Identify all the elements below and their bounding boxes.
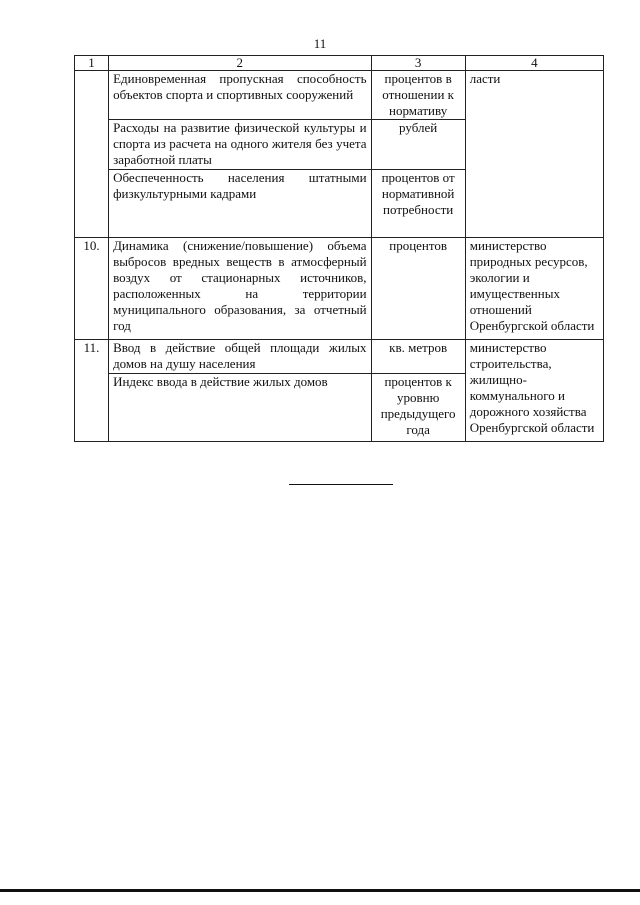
- header-cell: 3: [371, 56, 465, 71]
- page-bottom-bar: [0, 889, 640, 892]
- indicator-cell: Ввод в действие общей площади жилых домов на душу населения: [109, 340, 371, 374]
- unit-cell: процентов в отношении к нормативу: [371, 71, 465, 120]
- unit-cell: процентов: [371, 238, 465, 340]
- page-number: 11: [313, 36, 327, 51]
- unit-cell: процентов к уровню предыдущего года: [371, 374, 465, 442]
- table-row: [75, 340, 604, 374]
- header-cell: 4: [465, 56, 603, 71]
- unit-cell: кв. метров: [371, 340, 465, 374]
- indicator-cell: Обеспеченность населения штатными физкультурными кадрами: [109, 170, 371, 238]
- table-row: [75, 71, 604, 120]
- table-row: [75, 238, 604, 340]
- indicator-cell: Динамика (снижение/повышение) объема выбросов вредных веществ в атмосферный воздух от стационарных источников, расположенных на территории муниципального образования, за отчетный год: [109, 238, 371, 340]
- responsible-cell: министерство природных ресурсов, экологии и имущественных отношений Оренбургской области: [465, 238, 603, 340]
- indicators-table: [74, 55, 604, 442]
- header-cell: 2: [109, 56, 371, 71]
- unit-cell: рублей: [371, 120, 465, 170]
- indicator-cell: Расходы на развитие физической культуры и спорта из расчета на одного жителя без учета заработной платы: [109, 120, 371, 170]
- table-header-row: [75, 56, 604, 71]
- row-number: 10.: [75, 238, 109, 340]
- responsible-cell: ласти: [465, 71, 603, 238]
- end-of-document-rule: [289, 484, 393, 485]
- row-number: 11.: [75, 340, 109, 442]
- indicator-cell: Единовременная пропускная способность объектов спорта и спортивных сооружений: [109, 71, 371, 120]
- row-number: [75, 71, 109, 238]
- responsible-cell: министерство строительства, жилищно-коммунального и дорожного хозяйства Оренбургской области: [465, 340, 603, 442]
- header-cell: 1: [75, 56, 109, 71]
- unit-cell: процентов от нормативной потребности: [371, 170, 465, 238]
- indicator-cell: Индекс ввода в действие жилых домов: [109, 374, 371, 442]
